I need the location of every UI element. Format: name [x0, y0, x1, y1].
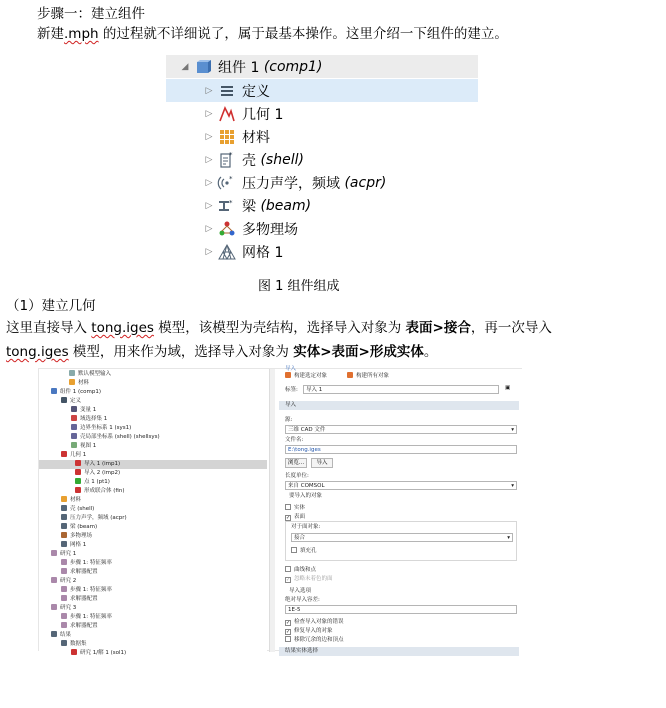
- fill-holes-checkbox[interactable]: [291, 547, 317, 555]
- tree-node-label: 默认模型输入: [78, 371, 112, 377]
- expand-arrow-icon[interactable]: ▷: [205, 246, 213, 257]
- node-icon: [71, 433, 77, 439]
- tree-node-label: 求解器配置: [70, 623, 98, 629]
- node-icon: [69, 379, 75, 385]
- expand-arrow-icon[interactable]: ▷: [205, 154, 213, 165]
- tree-node[interactable]: [39, 487, 125, 496]
- body-line-2: [6, 342, 437, 362]
- filename-field[interactable]: [285, 445, 517, 454]
- tree-row-acoustics[interactable]: [166, 171, 386, 194]
- multiphysics-icon: [218, 220, 236, 238]
- select-value: 接合: [294, 535, 306, 541]
- checkbox-icon: [285, 566, 291, 572]
- checkbox-icon: [285, 636, 291, 642]
- acoustics-icon: [218, 174, 236, 192]
- select-value: 三维 CAD 文件: [288, 427, 326, 433]
- beam-icon: [218, 197, 236, 215]
- tree-node-label: 定义: [70, 398, 82, 404]
- checkbox-label: 检查导入对象的错误: [294, 619, 344, 625]
- tree-node-label: 梁 (beam): [70, 524, 98, 530]
- filename-caption: 文件名:: [285, 437, 304, 443]
- result-selection-header[interactable]: [279, 647, 519, 656]
- node-icon: [61, 595, 67, 601]
- tree-node-label: 多物理场: [70, 533, 93, 539]
- surface-object-caption: 对于面对象:: [291, 524, 321, 530]
- tree-node[interactable]: [39, 586, 112, 595]
- node-icon: [61, 541, 67, 547]
- tree-label: 几何 1: [242, 106, 284, 123]
- tree-node[interactable]: [39, 424, 131, 433]
- component-tree-figure: [166, 55, 478, 265]
- tree-node[interactable]: [39, 622, 98, 631]
- select-value: 来自 COMSOL: [288, 483, 325, 489]
- expand-arrow-icon[interactable]: ▷: [205, 85, 213, 96]
- tree-node-label: 变量 1: [80, 407, 97, 413]
- node-icon: [51, 577, 57, 583]
- tree-node[interactable]: [39, 541, 86, 550]
- tree-node-label: 壳 (shell): [70, 506, 95, 512]
- tree-label: 压力声学，频域: [242, 175, 340, 192]
- tree-node-label: 形成联合体 (fin): [84, 488, 125, 494]
- node-icon: [51, 550, 57, 556]
- tree-node[interactable]: [39, 604, 76, 613]
- abs-tol-caption: 绝对导入容差:: [285, 597, 320, 603]
- node-icon: [61, 613, 67, 619]
- tree-node-label: 视图 1: [80, 443, 97, 449]
- tree-node-label: 点 1 (pt1): [84, 479, 110, 485]
- chevron-down-icon: ▾: [511, 427, 514, 433]
- body-text: 这里直接导入: [6, 320, 92, 336]
- expand-arrow-icon[interactable]: ▷: [205, 131, 213, 142]
- svg-text:*: *: [229, 150, 233, 159]
- checkmark-icon: ✓: [286, 577, 291, 583]
- tree-node[interactable]: [39, 433, 160, 442]
- tree-node[interactable]: [39, 640, 87, 649]
- tree-node[interactable]: [39, 577, 76, 586]
- tree-row-component[interactable]: [166, 55, 478, 78]
- node-icon: [75, 478, 81, 484]
- checkbox-label: 移除冗余的边和顶点: [294, 637, 344, 643]
- build-all-button[interactable]: [347, 372, 389, 380]
- build-icon: [285, 372, 291, 378]
- tree-node-label: 步骤 1: 特征频率: [70, 560, 112, 566]
- label-field[interactable]: [303, 385, 499, 394]
- tree-node[interactable]: [39, 460, 267, 469]
- tree-node[interactable]: [39, 613, 112, 622]
- checkbox-label: 实体: [294, 505, 306, 511]
- chevron-down-icon: ▾: [511, 483, 514, 489]
- step-title: 步骤一：建立组件: [37, 6, 145, 22]
- model-builder-tree: [39, 369, 267, 656]
- expand-arrow-icon[interactable]: ▷: [205, 223, 213, 234]
- browse-button[interactable]: 浏览...: [285, 458, 307, 468]
- node-icon: [61, 532, 67, 538]
- node-icon: [61, 523, 67, 529]
- objects-caption: 要导入的对象: [289, 493, 323, 499]
- tree-node-label: 边界坐标系 1 (sys1): [80, 425, 132, 431]
- import-options-caption: 导入选项: [289, 588, 312, 594]
- filename-value: E:\tong.iges: [288, 447, 321, 453]
- button-label: 构建所有对象: [356, 373, 390, 379]
- source-caption: 源:: [285, 417, 293, 423]
- body-text: ，再一次导入: [470, 320, 552, 336]
- geometry-icon: [218, 105, 236, 123]
- tree-tag: (comp1): [263, 58, 323, 75]
- tree-tag: (beam): [260, 197, 312, 214]
- surfaces-checkbox[interactable]: [285, 513, 305, 521]
- svg-text:*: *: [229, 174, 233, 183]
- expand-arrow-icon[interactable]: ▷: [205, 177, 213, 188]
- mesh-icon: [218, 243, 236, 261]
- tree-node[interactable]: [39, 496, 81, 505]
- node-icon: [71, 406, 77, 412]
- figure-caption: 图 1 组件组成: [258, 279, 340, 294]
- expand-arrow-icon[interactable]: ▷: [205, 200, 213, 211]
- node-icon: [75, 469, 81, 475]
- abs-tol-field[interactable]: [285, 605, 517, 614]
- node-icon: [71, 649, 77, 655]
- node-icon: [61, 505, 67, 511]
- node-icon: [61, 397, 67, 403]
- body-text: 。: [423, 344, 438, 360]
- tree-node-label: 网格 1: [70, 542, 87, 548]
- tree-node-label: 壳局部坐标系 (shell) (shellsys): [80, 434, 160, 440]
- node-icon: [61, 496, 67, 502]
- tree-node-label: 组件 1 (comp1): [60, 389, 102, 395]
- tree-tag: (acpr): [344, 174, 387, 191]
- tree-label: 材料: [242, 129, 270, 146]
- body-text: 模型，用来作为域，选择导入对象为: [68, 344, 294, 360]
- remove-redundant-checkbox[interactable]: [285, 636, 344, 644]
- checkbox-label: 表面: [294, 514, 306, 520]
- svg-text:*: *: [229, 198, 233, 207]
- label-action-icon[interactable]: ▣: [505, 385, 511, 391]
- node-icon: [71, 424, 77, 430]
- settings-pane: [279, 366, 523, 654]
- body-emphasis: 表面>接合: [405, 320, 471, 336]
- node-icon: [61, 586, 67, 592]
- tree-node[interactable]: [39, 550, 76, 559]
- checkbox-label: 曲线和点: [294, 567, 317, 573]
- tree-node-label: 导入 1 (imp1): [84, 461, 121, 467]
- tree-row-beam[interactable]: [166, 194, 311, 217]
- definitions-icon: [218, 82, 236, 100]
- tree-node-label: 数据集: [70, 641, 87, 647]
- curves-points-checkbox[interactable]: [285, 566, 316, 574]
- shell-icon: [218, 151, 236, 169]
- tree-node[interactable]: [39, 370, 111, 379]
- checkbox-label: 填充孔: [300, 548, 317, 554]
- section-label: 结果实体选择: [285, 648, 319, 654]
- tree-node-label: 研究 3: [60, 605, 77, 611]
- tree-node[interactable]: [39, 559, 112, 568]
- tree-node[interactable]: [39, 505, 94, 514]
- repair-checkbox[interactable]: [285, 627, 333, 635]
- tree-node[interactable]: [39, 523, 97, 532]
- tree-row-mesh[interactable]: [166, 240, 283, 263]
- node-icon: [61, 514, 67, 520]
- checkmark-icon: ✓: [286, 629, 291, 635]
- tree-label: 组件 1: [218, 59, 260, 76]
- solids-checkbox[interactable]: [285, 504, 305, 512]
- node-icon: [51, 631, 57, 637]
- section-label: 导入: [285, 402, 297, 408]
- expand-arrow-icon[interactable]: ▷: [205, 108, 213, 119]
- checkbox-icon: [291, 547, 297, 553]
- import-button[interactable]: 导入: [311, 458, 333, 468]
- tree-node-label: 几何 1: [70, 452, 87, 458]
- ignore-curves-checkbox[interactable]: [285, 575, 333, 583]
- tree-node-label: 求解器配置: [70, 569, 98, 575]
- collapse-arrow-icon[interactable]: ◢: [181, 61, 189, 72]
- checkbox-icon: [285, 504, 291, 510]
- intro-filename: .mph: [64, 26, 99, 42]
- tree-node[interactable]: [39, 595, 98, 604]
- tree-node[interactable]: [39, 631, 71, 640]
- tree-node-label: 域选择集 1: [80, 416, 108, 422]
- chevron-down-icon: ▾: [507, 535, 510, 541]
- intro-paragraph: [37, 24, 508, 44]
- check-errors-checkbox[interactable]: [285, 618, 344, 626]
- tree-node-label: 步骤 1: 特征频率: [70, 587, 112, 593]
- body-filename: tong.iges: [91, 320, 154, 336]
- node-icon: [51, 388, 57, 394]
- node-icon: [69, 370, 75, 376]
- label-value: 导入 1: [306, 387, 323, 393]
- tree-node-label: 材料: [78, 380, 90, 386]
- tree-row-multiphysics[interactable]: [166, 217, 298, 240]
- tree-node-label: 步骤 1: 特征频率: [70, 614, 112, 620]
- node-icon: [71, 442, 77, 448]
- node-icon: [61, 568, 67, 574]
- tree-node-label: 研究 2: [60, 578, 77, 584]
- tree-node[interactable]: [39, 514, 127, 523]
- tree-row-geometry[interactable]: [166, 102, 283, 125]
- field-value: 1E-5: [288, 607, 301, 613]
- materials-icon: [218, 128, 236, 146]
- comsol-screenshot: [38, 366, 522, 656]
- tree-node[interactable]: [39, 478, 110, 487]
- node-icon: [61, 451, 67, 457]
- body-line-1: [6, 318, 552, 338]
- node-icon: [61, 640, 67, 646]
- import-section-header[interactable]: [279, 401, 519, 410]
- tree-node[interactable]: [39, 469, 120, 478]
- tree-node-label: 求解器配置: [70, 596, 98, 602]
- node-icon: [51, 604, 57, 610]
- tree-node[interactable]: [39, 379, 89, 388]
- source-select[interactable]: [285, 425, 517, 434]
- pane-splitter[interactable]: [269, 369, 275, 652]
- tree-node-label: 结果: [60, 632, 72, 638]
- intro-rest: 的过程就不详细说了，属于最基本操作。这里介绍一下组件的建立。: [98, 26, 508, 42]
- build-all-icon: [347, 372, 353, 378]
- settings-title: 导入: [285, 366, 297, 372]
- tree-node[interactable]: [39, 649, 126, 658]
- tree-label: 壳: [242, 152, 256, 169]
- tree-row-materials[interactable]: [166, 125, 270, 148]
- tree-node[interactable]: [39, 568, 98, 577]
- tree-node-label: 导入 2 (imp2): [84, 470, 121, 476]
- length-unit-select[interactable]: [285, 481, 517, 490]
- tree-tag: (shell): [260, 151, 304, 168]
- tree-node[interactable]: [39, 406, 96, 415]
- tree-node-label: 材料: [70, 497, 82, 503]
- node-icon: [75, 460, 81, 466]
- tree-node-label: 压力声学，频域 (acpr): [70, 515, 127, 521]
- surface-object-select[interactable]: [291, 533, 513, 542]
- tree-node-label: 研究 1: [60, 551, 77, 557]
- node-icon: [75, 487, 81, 493]
- checkmark-icon: ✓: [286, 515, 291, 521]
- tree-row-definitions[interactable]: [166, 79, 478, 102]
- tree-label: 网格 1: [242, 244, 284, 261]
- tree-row-shell[interactable]: [166, 148, 304, 171]
- checkbox-label: 忽略未着色的面: [294, 576, 333, 582]
- node-icon: [71, 415, 77, 421]
- body-emphasis: 实体>表面>形成实体: [293, 344, 424, 360]
- tree-node-label: 研究 1/解 1 (sol1): [80, 650, 127, 656]
- component-icon: [194, 58, 212, 76]
- build-selected-button[interactable]: [285, 372, 327, 380]
- node-icon: [61, 622, 67, 628]
- tree-node[interactable]: [39, 532, 92, 541]
- section-heading: （1）建立几何: [6, 298, 96, 314]
- tree-node[interactable]: [39, 397, 81, 406]
- tree-label: 多物理场: [242, 221, 298, 238]
- label-caption: 标签:: [285, 387, 298, 393]
- tree-node[interactable]: [39, 415, 107, 424]
- intro-prefix: 新建: [37, 26, 64, 42]
- body-text: 模型，该模型为壳结构，选择导入对象为: [153, 320, 406, 336]
- node-icon: [61, 559, 67, 565]
- button-label: 构建选定对象: [294, 373, 328, 379]
- tree-node[interactable]: [39, 388, 101, 397]
- checkmark-icon: ✓: [286, 620, 291, 626]
- tree-node[interactable]: [39, 451, 86, 460]
- body-filename: tong.iges: [6, 344, 69, 360]
- tree-label: 定义: [242, 83, 270, 100]
- checkbox-label: 修复导入的对象: [294, 628, 333, 634]
- tree-node[interactable]: [39, 442, 96, 451]
- tree-label: 梁: [242, 198, 256, 215]
- length-unit-caption: 长度单位:: [285, 473, 309, 479]
